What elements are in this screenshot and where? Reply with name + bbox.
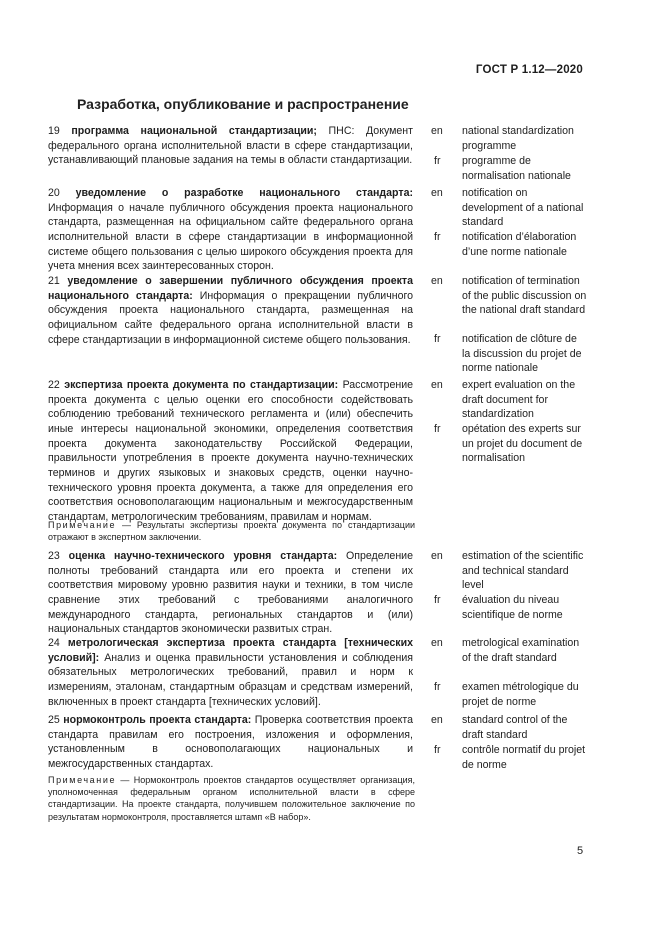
definition-text: ПНС: Документ федерального органа исполнительной власти в сфере стандартизации, устанавливающий плановые задания на темы в области стандартизации.	[48, 125, 413, 167]
lang-code-fr: fr	[434, 744, 441, 756]
term-number: 24	[48, 637, 60, 649]
equivalent-term-en: metrological examination of the draft standard	[462, 637, 580, 664]
lang-code-fr: fr	[434, 681, 441, 693]
equivalent-term-en: standard control of the draft standard	[462, 714, 568, 741]
equivalent-term-fr: contrôle normatif du projet de norme	[462, 744, 586, 771]
term-definition	[48, 713, 413, 772]
equivalent-term-en: notification of termination of the public discussion on the national draft standard	[462, 275, 587, 317]
equivalent-term-fr: examen métrologique du projet de norme	[462, 681, 579, 708]
term-name: нормоконтроль проекта стандарта:	[63, 714, 252, 726]
lang-code-en: en	[431, 714, 443, 726]
page-number: 5	[577, 845, 584, 857]
definition-text: Определение полноты требований стандарта или его проекта и степени их соответствия мировому уровню развития науки и техники, в том числе сравнение этих требований с требованиями аналогичного международного стандарта, региональных стандартов и (или) национальных стандартов экономически развитых стран.	[48, 550, 413, 636]
lang-code-fr: fr	[434, 423, 441, 435]
term-number: 23	[48, 550, 60, 562]
lang-code-fr: fr	[434, 231, 441, 243]
lang-code-en: en	[431, 550, 443, 562]
term-definition	[48, 636, 413, 709]
note-label: Примечание	[48, 775, 117, 785]
lang-code-en: en	[431, 125, 443, 137]
equivalent-term-fr: notification d’élaboration d’une norme nationale	[462, 231, 577, 258]
lang-code-en: en	[431, 187, 443, 199]
equivalent-term-fr: programme de normalisation nationale	[462, 155, 571, 182]
note-label: Примечание	[48, 520, 117, 530]
equivalent-term-fr: évaluation du niveau scientifique de norme	[462, 594, 563, 621]
equivalent-term-en: notification on development of a national standard	[462, 187, 584, 229]
definition-text: Рассмотрение проекта документа с целью оценки его способности содействовать соблюдению требований технического регламента и (или) обеспечить иные интересы национальной экономики, определения соответствия проекта документа законодательству Российской Федерации, правильности употребления в проекте документа научно-технических терминов и других языковых и знаковых средств, оценки научно-технического уровня проекта документа, а также для определения его соответствия основополагающим национальным и межгосударственным стандартам, метрологическим требованиям, правилам и нормам.	[48, 379, 414, 523]
lang-code-fr: fr	[434, 594, 441, 606]
note-text: — Нормоконтроль проектов стандартов осуществляет организация, уполномоченная федеральным органом исполнительной власти в сфере стандартизации. На проекте стандарта, получившем положительное заключение по результатам нормоконтроля, проставляется штамп «В набор».	[48, 775, 415, 822]
equivalent-term-en: expert evaluation on the draft document for standardization	[462, 379, 576, 421]
term-number: 21	[48, 275, 60, 287]
equivalent-term-en: national standardization programme	[462, 125, 574, 152]
section-title: Разработка, опубликование и распространение	[77, 96, 409, 112]
definition-text: Анализ и оценка правильности установления и соблюдения обязательных метрологических требований, правил и норм к измерениям, эталонам, стандартным образцам и средствам измерений, включенных в проект стандарта [технических условий].	[48, 651, 413, 708]
lang-code-en: en	[431, 379, 443, 391]
term-definition	[48, 124, 413, 168]
lang-code-fr: fr	[434, 155, 441, 167]
term-definition	[48, 378, 413, 525]
note	[48, 774, 415, 823]
equivalent-term-en: estimation of the scientific and technical standard level	[462, 550, 584, 592]
term-number: 22	[48, 379, 60, 391]
definition-text: Информация о начале публичного обсуждения проекта национального стандарта, размещенная на официальном сайте федерального органа исполнительной власти в сфере стандартизации в информационной системе общего пользования с целью широкого обсуждения проекта для учета мнения всех заинтересованных сторон.	[48, 201, 413, 273]
term-name: уведомление о завершении публичного обсуждения проекта национального стандарта:	[48, 275, 413, 302]
term-number: 19	[48, 125, 60, 137]
term-definition	[48, 274, 413, 347]
term-name: оценка научно-технического уровня стандарта:	[68, 550, 338, 562]
term-name: уведомление о разработке национального стандарта:	[75, 187, 413, 199]
lang-code-en: en	[431, 275, 443, 287]
term-number: 20	[48, 187, 60, 199]
equivalent-term-fr: notification de clôture de la discussion du projet de norme nationale	[462, 333, 582, 375]
lang-code-fr: fr	[434, 333, 441, 345]
term-definition	[48, 186, 413, 274]
lang-code-en: en	[431, 637, 443, 649]
definition-text: Информация о прекращении публичного обсуждения проекта национального стандарта, размещенная на официальном сайте федерального органа исполнительной власти в сфере стандартизации в информационной системе общего пользования.	[48, 289, 413, 346]
term-name: программа национальной стандартизации;	[71, 125, 317, 137]
term-name: метрологическая экспертиза проекта стандарта [технических условий]:	[48, 637, 413, 664]
term-number: 25	[48, 714, 60, 726]
note	[48, 519, 415, 543]
term-name: экспертиза проекта документа по стандартизации:	[64, 379, 339, 391]
definition-text: Проверка соответствия проекта стандарта правилам его построения, изложения и оформления, установленным в основополагающих национальных и межгосударственных стандартах.	[48, 714, 413, 770]
term-definition	[48, 549, 413, 637]
equivalent-term-fr: opétation des experts sur un projet du document de normalisation	[462, 423, 583, 465]
note-text: — Результаты экспертизы проекта документа по стандартизации отражают в экспертном заключении.	[48, 520, 415, 543]
document-code: ГОСТ Р 1.12—2020	[475, 64, 583, 76]
